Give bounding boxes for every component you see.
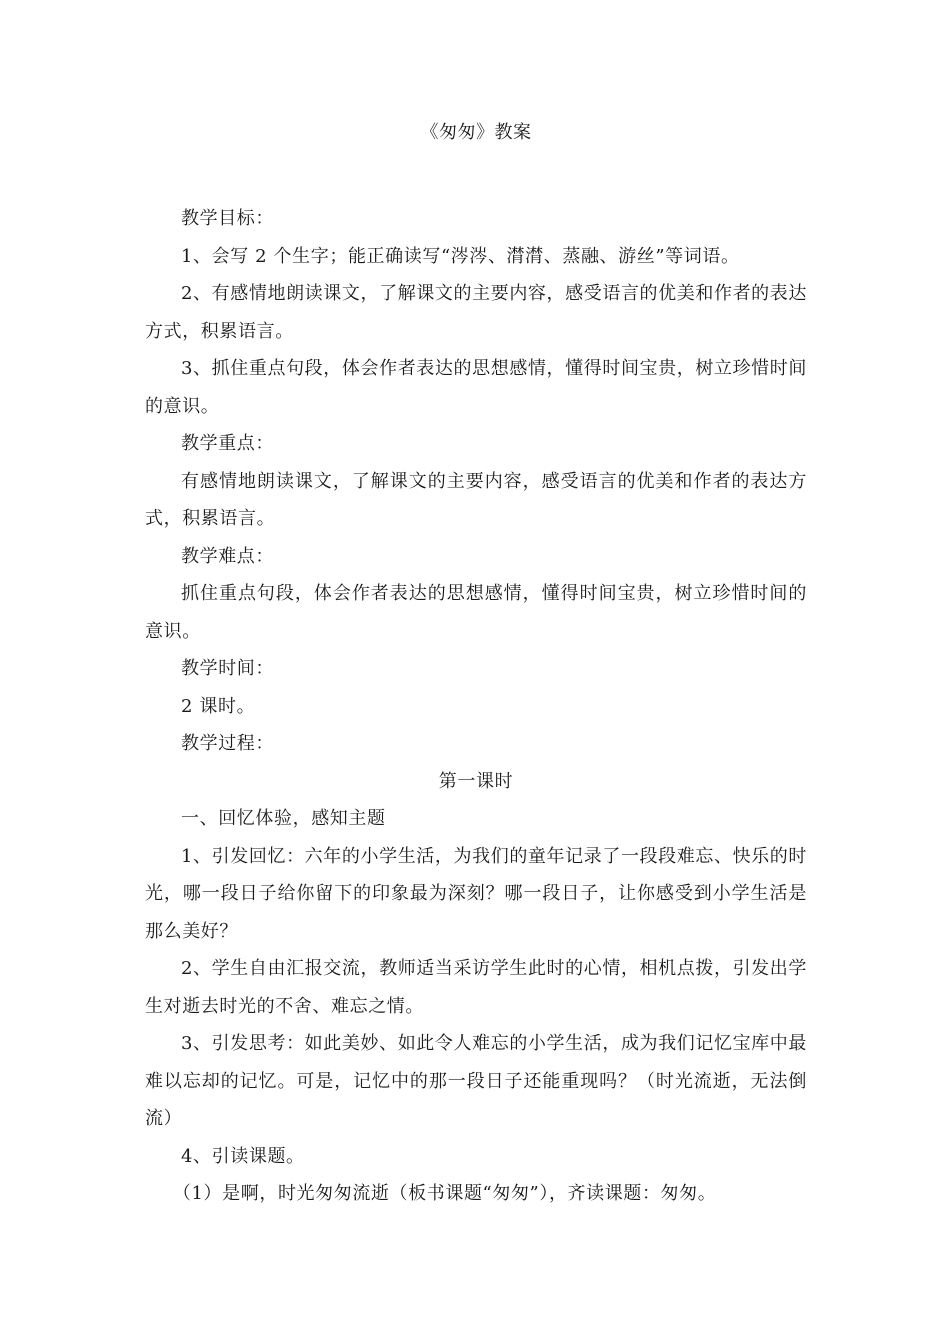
section-one-heading: 一、回忆体验，感知主题 xyxy=(181,808,386,829)
process-substep-1: （1）是啊，时光匆匆流逝（板书课题“匆匆”），齐读课题：匆匆。 xyxy=(172,1183,717,1204)
objective-item-3: 3、抓住重点句段，体会作者表达的思想感情，懂得时间宝贵，树立珍惜时间的意识。 xyxy=(145,358,807,417)
teaching-difficulty-text: 抓住重点句段，体会作者表达的思想感情，懂得时间宝贵，树立珍惜时间的意识。 xyxy=(145,583,807,642)
heading-teaching-focus: 教学重点： xyxy=(181,433,274,454)
lesson-one-heading: 第一课时 xyxy=(438,770,514,792)
process-step-2: 2、学生自由汇报交流，教师适当采访学生此时的心情，相机点拨，引发出学生对逝去时光的不舍、难忘之情。 xyxy=(145,958,807,1017)
heading-teaching-difficulty: 教学难点： xyxy=(181,545,274,567)
process-step-3: 3、引发思考：如此美妙、如此令人难忘的小学生活，成为我们记忆宝库中最难以忘却的记忆。可是，记忆中的那一段日子还能重现吗？（时光流逝，无法倒流） xyxy=(145,1033,807,1129)
document-body xyxy=(145,118,807,1213)
teaching-time-text: 2 课时。 xyxy=(181,695,256,717)
process-step-4: 4、引读课题。 xyxy=(181,1145,305,1167)
process-step-1: 1、引发回忆：六年的小学生活，为我们的童年记录了一段段难忘、快乐的时光，哪一段日子给你留下的印象最为深刻？哪一段日子，让你感受到小学生活是那么美好？ xyxy=(145,845,807,942)
objective-item-2: 2、有感情地朗读课文，了解课文的主要内容，感受语言的优美和作者的表达方式，积累语言。 xyxy=(145,283,807,342)
heading-teaching-time: 教学时间： xyxy=(181,658,274,679)
objective-item-1: 1、会写 2 个生字；能正确读写“涔涔、潸潸、蒸融、游丝”等词语。 xyxy=(181,245,740,267)
teaching-focus-text: 有感情地朗读课文，了解课文的主要内容，感受语言的优美和作者的表达方式，积累语言。 xyxy=(145,470,807,529)
document-title: 《匆匆》教案 xyxy=(420,122,532,143)
heading-teaching-process: 教学过程： xyxy=(181,733,274,754)
heading-teaching-objectives: 教学目标： xyxy=(181,208,274,229)
